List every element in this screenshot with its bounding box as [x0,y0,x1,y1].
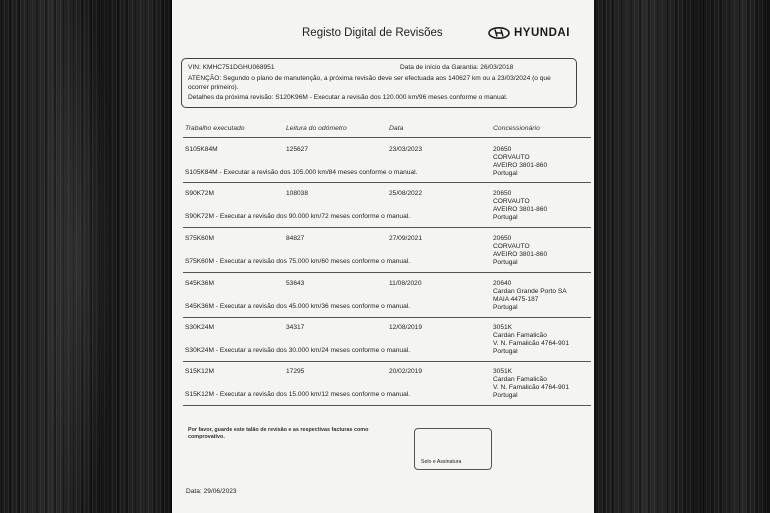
row-dealer: 3051K Cardan Famalicão V. N. Famalicão 4764-901 Portugal [493,368,569,399]
table-divider [183,182,591,183]
row-dealer: 3051K Cardan Famalicão V. N. Famalicão 4764-901 Portugal [493,324,569,355]
row-odometer: 34317 [286,324,305,331]
attention-text: ATENÇÃO: Segundo o plano de manutenção, a próxima revisão deve ser efectuada aos 140627 km ou a 23/03/2024 (o que ocorrer primeiro). [188,75,551,91]
row-dealer: 20650 CORVAUTO AVEIRO 3801-860 Portugal [493,146,548,177]
table-row [172,280,594,325]
table-row [172,235,594,280]
vin-text: VIN: KMHC751DGHU068951 [188,64,275,71]
row-date: 20/02/2019 [389,368,423,375]
row-code: S15K12M [185,368,214,375]
row-code: S75K60M [185,235,214,242]
table-row [172,146,594,191]
row-odometer: 53643 [286,280,305,287]
brand-name: HYUNDAI [514,27,570,39]
stamp-label: Selo e Assinatura [421,459,462,465]
hyundai-logo-icon [488,27,510,39]
row-date: 23/03/2023 [389,146,423,153]
header-date: Data [389,125,404,132]
wood-background-right [594,0,770,513]
row-code: S90K72M [185,190,214,197]
row-description: S75K60M - Executar a revisão dos 75.000 km/60 meses conforme o manual. [185,258,411,265]
table-divider [183,137,591,138]
row-date: 25/08/2022 [389,190,423,197]
row-description: S90K72M - Executar a revisão dos 90.000 km/72 meses conforme o manual. [185,213,411,220]
row-odometer: 125627 [286,146,309,153]
row-date: 11/08/2020 [389,280,422,287]
stamp-signature-box [414,428,492,470]
row-odometer: 84827 [286,235,305,242]
next-service-text: Detalhes da próxima revisão: S120K96M - Executar a revisão dos 120.000 km/96 meses conforme o manual. [188,94,508,101]
row-date: 27/09/2021 [389,235,423,242]
document-date: Data: 29/06/2023 [186,488,237,495]
row-dealer: 20650 CORVAUTO AVEIRO 3801-860 Portugal [493,190,548,221]
row-date: 12/08/2019 [389,324,423,331]
row-description: S30K24M - Executar a revisão dos 30.000 km/24 meses conforme o manual. [185,347,411,354]
table-divider [183,272,591,273]
table-row [172,190,594,235]
warranty-start-text: Data de início da Garantia: 26/03/2018 [400,64,514,71]
header-odometer: Leitura do odómetro [286,125,347,132]
row-description: S105K84M - Executar a revisão dos 105.000 km/84 meses conforme o manual. [185,169,418,176]
row-code: S30K24M [185,324,214,331]
header-work: Trabalho executado [185,125,245,132]
vehicle-info-box [181,58,577,108]
row-odometer: 108038 [286,190,309,197]
row-description: S15K12M - Executar a revisão dos 15.000 km/12 meses conforme o manual. [185,391,411,398]
document-title: Registo Digital de Revisões [302,27,443,39]
wood-highlight [40,0,115,513]
table-divider [183,317,591,318]
row-dealer: 20640 Cardan Grande Porto SA MAIA 4475-187 Portugal [493,280,567,311]
service-record-document [172,0,594,513]
row-dealer: 20650 CORVAUTO AVEIRO 3801-860 Portugal [493,235,548,266]
row-code: S45K36M [185,280,214,287]
table-divider [183,361,591,362]
header-dealer: Concessionário [493,125,540,132]
row-odometer: 17295 [286,368,305,375]
table-divider [183,227,591,228]
table-row [172,368,594,413]
brand-logo [488,27,570,39]
row-code: S105K84M [185,146,218,153]
table-row [172,324,594,369]
table-divider [183,405,591,406]
row-description: S45K36M - Executar a revisão dos 45.000 km/36 meses conforme o manual. [185,303,411,310]
footer-note: Por favor, guarde este talão de revisão e as respectivas facturas como comprovativo. [188,427,369,440]
